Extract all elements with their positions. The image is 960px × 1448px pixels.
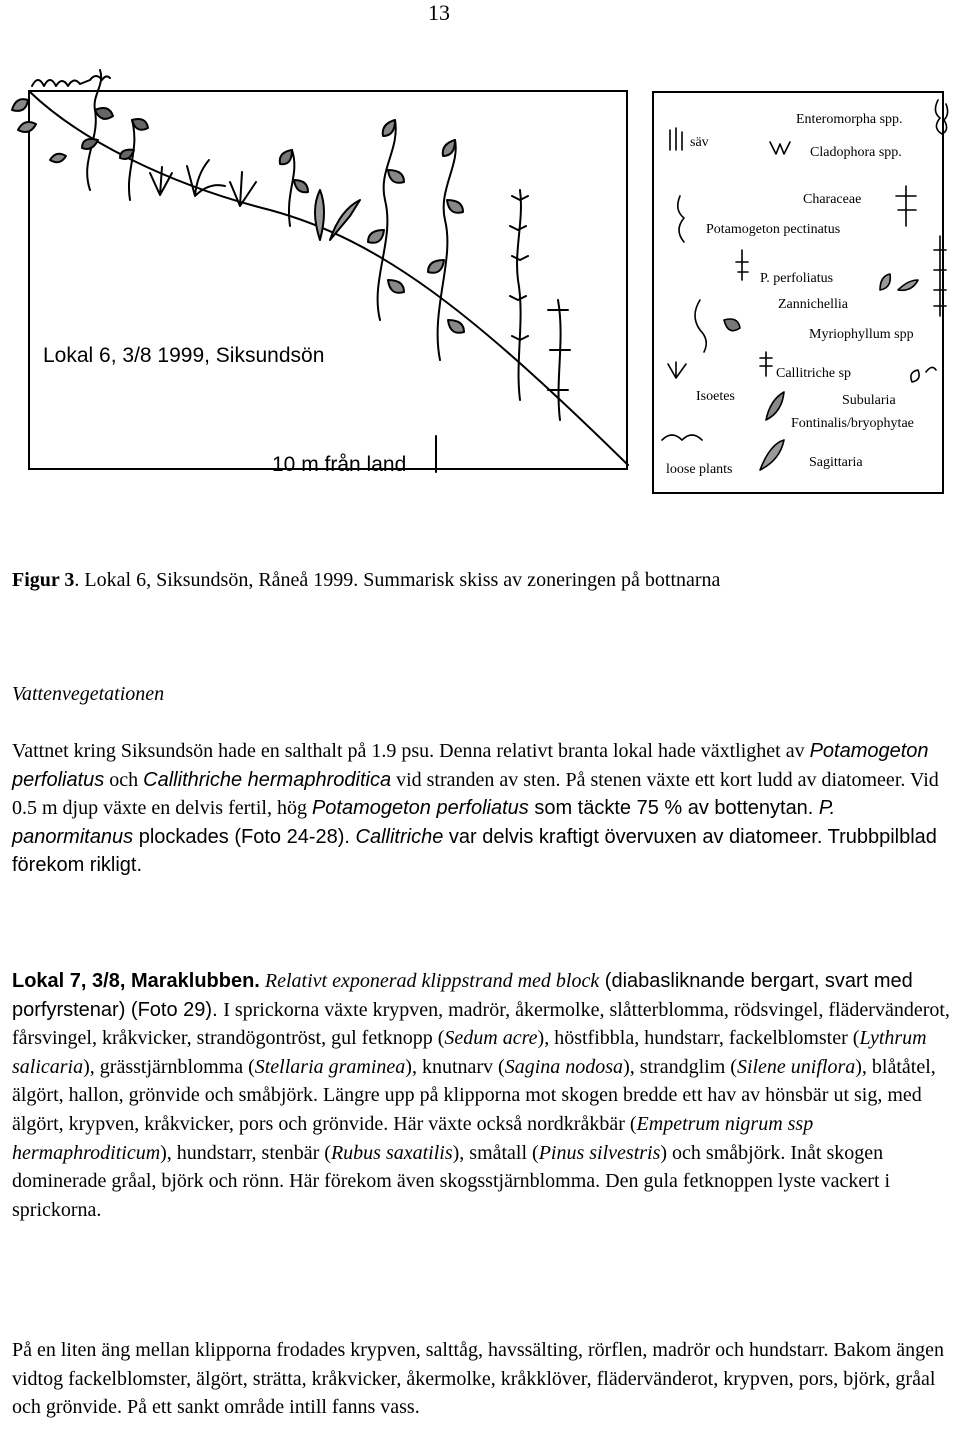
site-heading: Lokal 7, 3/8, Maraklubben. [12, 970, 260, 992]
legend-zannichellia: Zannichellia [778, 297, 848, 312]
species-name: Silene uniflora [736, 1055, 856, 1078]
figure-caption [12, 566, 952, 595]
text-run: Relativt exponerad klippstrand med block [259, 970, 600, 992]
species-name: P. panormitanus [12, 797, 836, 848]
text-run: och [104, 768, 144, 791]
plant-tall-perfoliatus-2 [428, 140, 464, 360]
page-number: 13 [428, 0, 450, 25]
caption-label: Figur 3 [12, 569, 75, 591]
text-run: ), grässtjärnblomma ( [83, 1055, 255, 1078]
legend-callitriche: Callitriche sp [776, 366, 852, 381]
paragraph-lokal-6 [12, 737, 952, 880]
text-run: (diabasliknande bergart, svart med porfyrstenar) (Foto 29). [12, 970, 913, 1021]
plant-stones [12, 99, 66, 162]
caption-text: . Lokal 6, Siksundsön, Råneå 1999. Summarisk skiss av zoneringen på bottnarna [74, 569, 721, 591]
plant-sagittaria [315, 190, 360, 240]
legend-enteromorpha: Enteromorpha spp. [796, 112, 903, 127]
paragraph-ang: På en liten äng mellan klipporna frodades krypven, salttåg, havssälting, rörflen, madrör och hundstarr. Bakom ängen vidtog fackelblomster, älgört, strätta, kråkvicker, åkermolke, kråkklöver, flädervänderot, krypven, pors, björk, gråal och grönvide. På ett sankt område intill fanns vass. [12, 1339, 944, 1419]
legend-sagittaria: Sagittaria [809, 455, 863, 470]
text-run: ), småtall ( [452, 1141, 539, 1164]
species-name: Sagina nodosa [504, 1055, 624, 1078]
heading-text: Vattenvegetationen [12, 683, 165, 705]
plant-callitriche-mid [120, 119, 148, 200]
text-run: plockades (Foto 24-28). [133, 825, 356, 848]
distance-label: 10 m från land [272, 453, 407, 476]
text-run: Vattnet kring Siksundsön hade en salthalt på 1.9 psu. Denna relativt branta lokal hade växtlighet av [12, 740, 810, 762]
text-run: vid stranden av sten. På stenen växte ett kort ludd av diatomeer. Vid 0.5 m djup växte en delvis fertil, hög [12, 768, 939, 820]
plant-grass-tufts [150, 160, 256, 206]
legend-myriophyllum: Myriophyllum spp [809, 327, 914, 342]
text-run: var delvis kraftigt övervuxen av diatomeer. Trubbpilblad förekom rikligt. [12, 825, 937, 877]
diagram-location-label: Lokal 6, 3/8 1999, Siksundsön [43, 344, 325, 367]
seabed-line [30, 92, 628, 465]
legend-cladophora: Cladophora spp. [810, 145, 902, 160]
text-run: ), höstfibbla, hundstarr, fackelblomster ( [537, 1027, 860, 1050]
species-name: Lythrum salicaria [12, 1027, 927, 1078]
heading-vattenvegetationen [12, 680, 952, 709]
species-name: Rubus saxatilis [330, 1141, 453, 1164]
legend-loose-plants: loose plants [666, 462, 733, 477]
species-name: Pinus silvestris [538, 1141, 661, 1164]
species-name: Potamogeton perfoliatus [311, 797, 529, 820]
plant-tall-perfoliatus-1 [368, 120, 404, 320]
text-run: ), blåtåtel, älgört, hallon, grönvide och småbjörk. Längre upp på klipporna mot skogen bredde ett hav av hönsbär ut sig, med älgört, krypven, kråkvicker, pors och grönvide. Här växte också nordkråkbär ( [12, 1055, 936, 1135]
species-name: Potamogeton perfoliatus [12, 740, 929, 791]
text-run: ), strandglim ( [623, 1055, 737, 1078]
plant-characeae [548, 300, 570, 420]
legend-p-perfoliatus: P. perfoliatus [760, 271, 834, 286]
legend-potamogeton-pectinatus: Potamogeton pectinatus [706, 222, 841, 237]
species-name: Empetrum nigrum ssp hermaphroditicum [12, 1112, 814, 1164]
paragraph-lokal-7 [12, 967, 952, 1224]
legend-isoetes: Isoetes [696, 389, 735, 404]
legend-sav: säv [690, 135, 709, 150]
legend-characeae: Characeae [803, 192, 862, 207]
legend-subularia: Subularia [842, 393, 896, 408]
text-run: I sprickorna växte krypven, madrör, åkermolke, slåtterblomma, rödsvingel, flädervänderot, fårsvingel, kråkvicker, strandögontröst, gul fetknopp ( [12, 998, 950, 1050]
text-run: ), knutnarv ( [405, 1055, 505, 1078]
text-run: ) och småbjörk. Inåt skogen dominerade gråal, björk och rönn. Här förekom även skogsstjärnblomma. Den gula fetknoppen lyste vackert i sprickorna. [12, 1141, 891, 1221]
species-name: Callitriche [355, 825, 444, 848]
species-name: Sedum acre [444, 1027, 538, 1050]
water-surface [32, 76, 110, 86]
text-run: som täckte 75 % av bottenytan. [528, 797, 819, 820]
text-run: ), hundstarr, stenbär ( [160, 1141, 331, 1164]
species-name: Callithriche hermaphroditica [143, 768, 392, 791]
species-name: Stellaria graminea [254, 1055, 406, 1078]
legend-fontinalis: Fontinalis/bryophytae [791, 416, 914, 431]
plant-callitriche-left [82, 70, 113, 190]
